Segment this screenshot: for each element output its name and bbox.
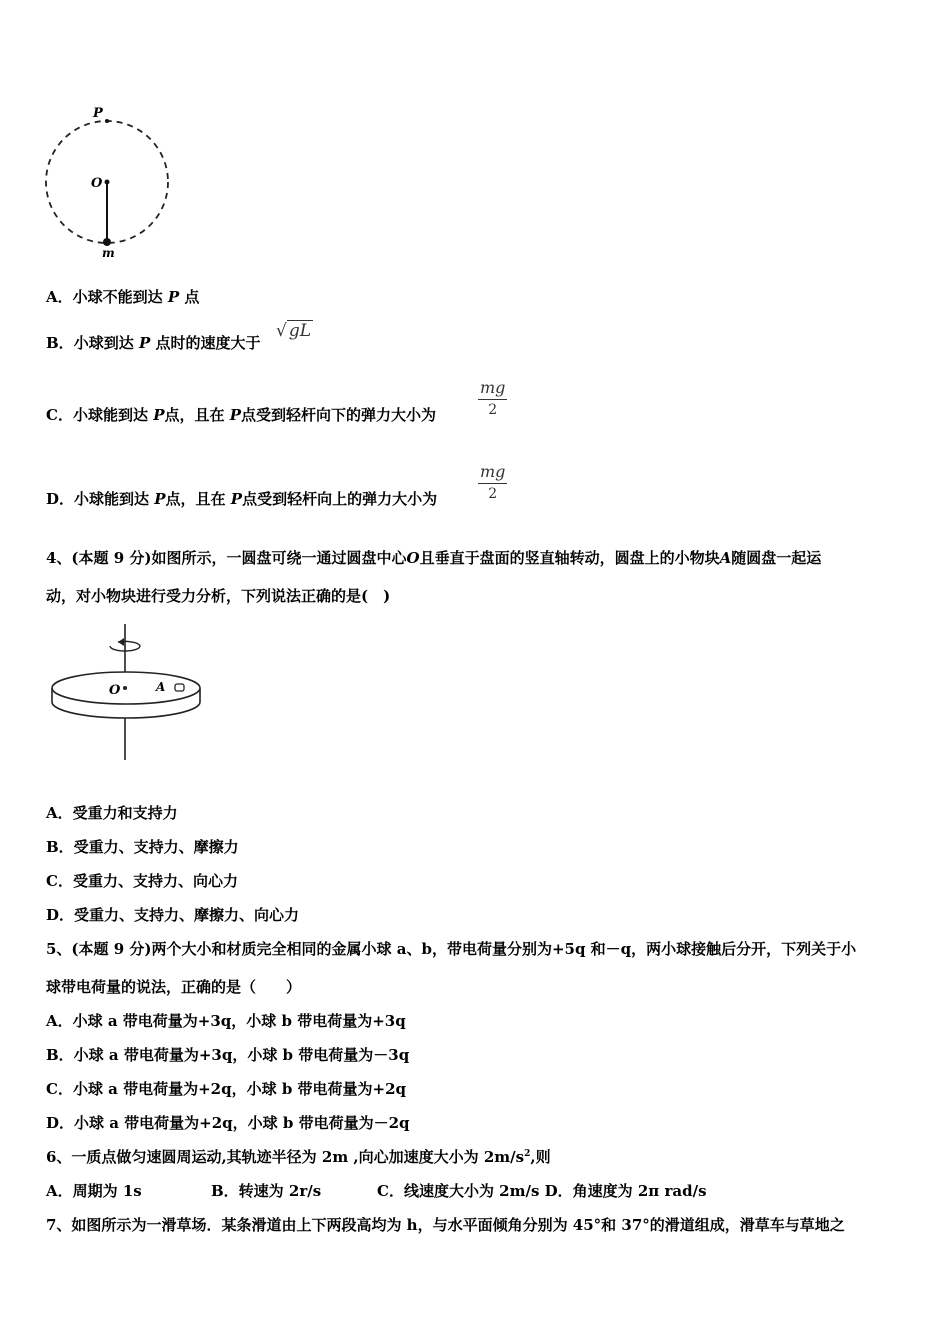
q4-option-d: D．受重力、支持力、摩擦力、向心力 [46, 906, 300, 924]
point-p [105, 119, 109, 123]
frac-mg-2-d: mg 2 [480, 462, 506, 502]
q4-stem-line2: 动，对小物块进行受力分析，下列说法正确的是( ) [46, 587, 391, 605]
q3-option-a: A．小球不能到达 P 点 [46, 288, 200, 306]
label-p: P [93, 106, 103, 121]
fig2-label-o: O [109, 683, 121, 698]
label-m: m [102, 246, 115, 260]
q6-option-b: B．转速为 2r/s [211, 1182, 322, 1200]
pivot-o [105, 180, 110, 185]
q3-option-d: D．小球能到达 P点，且在 P点受到轻杆向上的弹力大小为 [46, 490, 438, 508]
q4-option-c: C．受重力、支持力、向心力 [46, 872, 238, 890]
q6-option-a: A．周期为 1s [46, 1182, 142, 1200]
q3-option-b: B．小球到达 P 点时的速度大于 [46, 334, 261, 352]
q5-option-c: C．小球 a 带电荷量为+2q，小球 b 带电荷量为+2q [46, 1080, 407, 1098]
q5-stem-line1: 5、(本题 9 分)两个大小和材质完全相同的金属小球 a、b，带电荷量分别为+5q 和－q，两小球接触后分开，下列关于小 [46, 940, 857, 958]
q5-option-d: D．小球 a 带电荷量为+2q，小球 b 带电荷量为－2q [46, 1114, 410, 1132]
label-o: O [91, 176, 103, 191]
q4-option-b: B．受重力、支持力、摩擦力 [46, 838, 239, 856]
disc-center-o [123, 686, 127, 690]
block-a [175, 684, 184, 691]
q7-stem-line1: 7、如图所示为一滑草场．某条滑道由上下两段高均为 h，与水平面倾角分别为 45°和 37°的滑道组成，滑草车与草地之 [46, 1216, 845, 1234]
q5-option-a: A．小球 a 带电荷量为+3q，小球 b 带电荷量为+3q [46, 1012, 406, 1030]
frac-mg-2-c: mg 2 [480, 378, 506, 418]
rotating-disc-figure [48, 620, 208, 765]
sqrt-gl-formula: √ gL [276, 321, 312, 341]
rotation-arrowhead [118, 638, 124, 646]
q4-stem-line1: 4、(本题 9 分)如图所示，一圆盘可绕一通过圆盘中心O且垂直于盘面的竖直轴转动，圆盘上的小物块A随圆盘一起运 [46, 549, 822, 567]
fig2-label-a: A [156, 680, 166, 694]
circle-rod-figure [38, 100, 178, 260]
q5-option-b: B．小球 a 带电荷量为+3q，小球 b 带电荷量为－3q [46, 1046, 410, 1064]
q3-option-c: C．小球能到达 P点，且在 P点受到轻杆向下的弹力大小为 [46, 406, 437, 424]
q6-option-cd: C．线速度大小为 2m/s D．角速度为 2π rad/s [377, 1182, 707, 1200]
q5-stem-line2: 球带电荷量的说法，正确的是（ ） [46, 978, 302, 996]
ball-m [103, 238, 111, 246]
q4-option-a: A．受重力和支持力 [46, 804, 178, 822]
q6-stem: 6、一质点做匀速圆周运动,其轨迹半径为 2m ,向心加速度大小为 $2m/s^2$,则 [46, 1148, 551, 1166]
